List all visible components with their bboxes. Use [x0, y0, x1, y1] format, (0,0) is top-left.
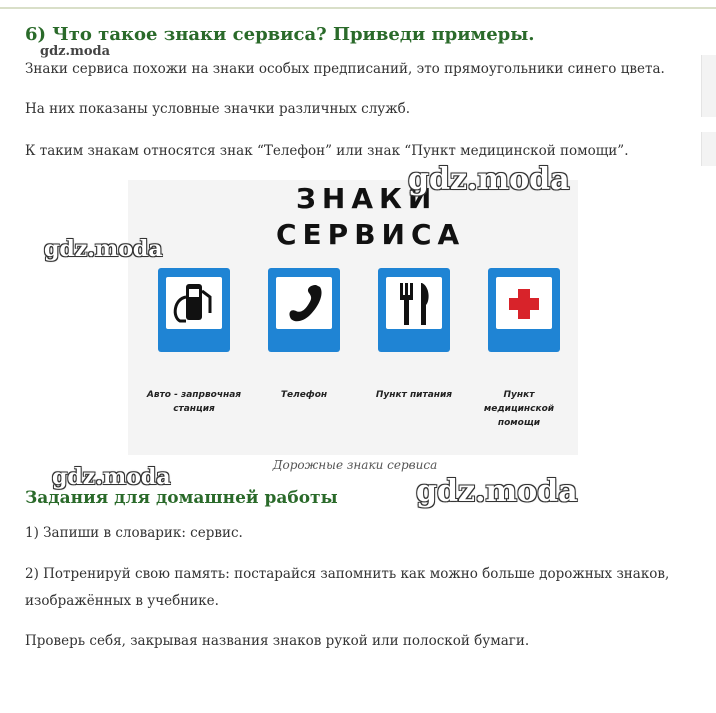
figure-heading: СЕРВИСА: [276, 218, 466, 251]
fork-knife-icon: [386, 277, 442, 329]
sign-label: Телефон: [280, 390, 328, 400]
sign-fuel: [158, 268, 230, 352]
sign-telephone: [268, 268, 340, 352]
watermark: gdz.moda: [408, 162, 570, 197]
paragraph: На них показаны условные значки различных служб.: [25, 101, 411, 117]
watermark: gdz.moda: [52, 464, 171, 490]
homework-title: Задания для домашней работы: [25, 488, 338, 508]
sign-food: [378, 268, 450, 352]
telephone-icon: [276, 277, 332, 329]
service-signs-figure: [128, 180, 578, 455]
watermark: gdz.moda: [416, 474, 578, 509]
sign-label: Пункт медицинской помощи: [483, 390, 555, 428]
side-panel-tab[interactable]: [701, 55, 716, 117]
top-divider: [0, 7, 716, 9]
paragraph: К таким знакам относятся знак “Телефон” или знак “Пункт медицинской помощи”.: [25, 143, 629, 159]
homework-item: 2) Потренируй свою память: постарайся запомнить как можно больше дорожных знаков, изображённых в учебнике.: [25, 566, 670, 609]
sign-label: Авто - запрвочная станция: [146, 390, 242, 414]
sign-medical: [488, 268, 560, 352]
red-cross-icon: [496, 277, 552, 329]
fuel-pump-icon: [166, 277, 222, 329]
homework-item: Проверь себя, закрывая названия знаков рукой или полоской бумаги.: [25, 633, 530, 649]
watermark: gdz.moda: [44, 236, 163, 262]
watermark: gdz.moda: [40, 44, 111, 59]
homework-item: 1) Запиши в словарик: сервис.: [25, 525, 243, 541]
figure-caption: Дорожные знаки сервиса: [272, 458, 438, 472]
figure-heading: ЗНАКИ: [296, 182, 438, 215]
paragraph: Знаки сервиса похожи на знаки особых предписаний, это прямоугольники синего цвета.: [25, 61, 665, 77]
sign-label: Пункт питания: [375, 390, 453, 400]
page-title: 6) Что такое знаки сервиса? Приведи примеры.: [25, 24, 535, 45]
side-panel-tab[interactable]: [701, 132, 716, 166]
